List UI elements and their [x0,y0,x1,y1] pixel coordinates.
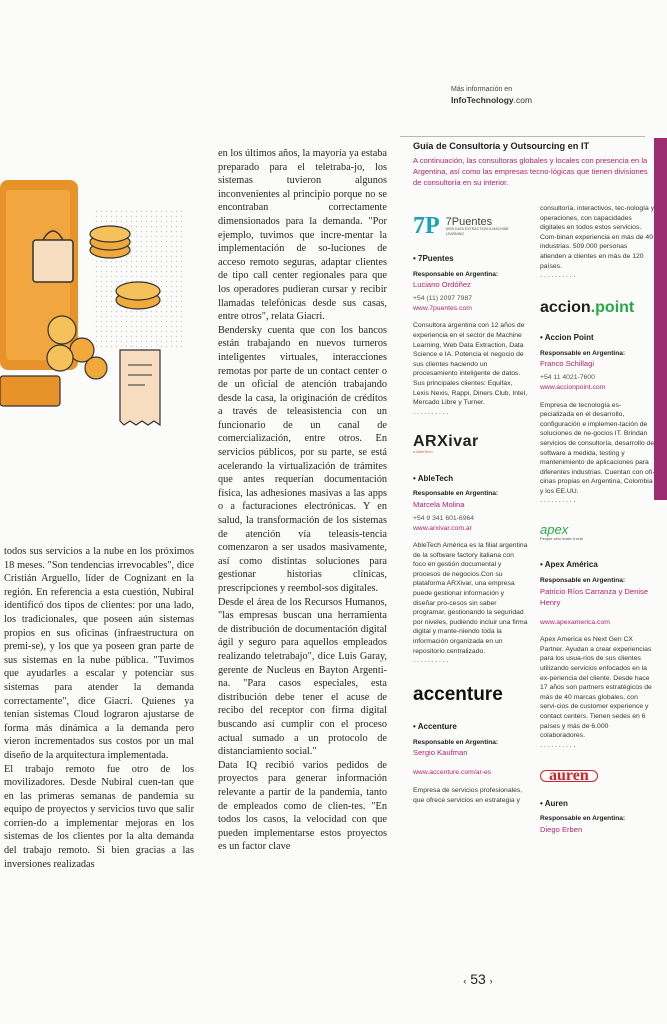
accenture-logo-text: accenture [413,684,503,706]
7puentes-logo [413,204,528,250]
company-description: Apex America es Next Gen CX Partner. Ayudan a crear experiencias para los usua-rios de sus clientes utilizando servicios enfocados en la ex-periencia del cliente. Desde hace 17 años son partners estratégicos de más de 40 marcas globales, con servi-cios de customer experience y contact centers. Tienen sedes en 6 países y más de 6.000 colaboradores. [540,636,652,740]
auren-logo-text: auren [540,770,598,782]
arxivar-logo [413,424,528,470]
accenture-logo [413,672,528,718]
accionpoint-logo-b: point [595,299,635,317]
company-phone: +54 (11) 2097 7987 [413,295,473,303]
company-name: • Accion Point [540,333,594,343]
resp-label: Responsable en Argentina: [540,349,626,357]
shopping-bag-icon [33,240,73,282]
page-next-icon: › [489,976,493,986]
company-name: • AbleTech [413,473,454,483]
receipt-icon [120,350,160,425]
sidebar-column-b [540,204,655,835]
apex-logo-tag: People who make it real [540,536,583,542]
company-description: AbleTech América es la filial argentina de la software factory italiana con foco en gestión documental y procesos de negocios.Con su plataforma ARXivar, una empresa puede gestionar información y diseñar pro-cesos sin saber programar, gestionando la seguridad por niveles, pudiendo incluir una firma digital y mante-niendo toda la información organizada en un repositorio centralizado. [413,542,528,655]
arxivar-logo-tag: a AbleTech [413,448,433,454]
company-website[interactable]: www.accionpoint.com [540,383,606,391]
auren-logo [540,757,655,795]
arxivar-logo-text: ARXivar [413,433,479,451]
sidebar-column-a [413,204,528,805]
card-shape [0,376,60,406]
sidebar-title: Guía de Consultoría y Outsourcing en IT [413,141,590,151]
apex-logo-text: apex [540,521,569,537]
resp-person: Franco Schillagi [540,359,595,369]
resp-label: Responsable en Argentina: [540,577,626,585]
company-name: • Apex América [540,560,598,570]
resp-person: Diego Erben [540,824,583,834]
7puentes-logo-mark: 7P [413,213,440,240]
article-column-2 [218,147,387,854]
paragraph: Bendersky cuenta que con los bancos están trabajando en nuevos turneros inteligentes virtuales, interacciones remotas por parte de un contact center o de un oficial de atención trabajando desde la casa, la originación de créditos a través de teleasistencia con un funcionario de un canal de comercialización, entre otros. En servicios públicos, por su parte, se está acelerando la virtualización de trámites que antes requerían documentación física, las adhesiones masivas a las apps o a facturaciones electrónicas. Y en salud, la transformación de los sistemas de atención vía teleasis-tencia comenzaron a ser usados masivamente, así como distintas soluciones para gestionar historias clínicas, prescripciones y reembol-sos digitales. [218,324,387,594]
paragraph: todos sus servicios a la nube en los próximos 18 meses. "Son tendencias irrevocables", dice Cristián Arguello, líder de Cognizant en la región. En referencia a esta cuestión, Nubiral identificó dos tipos de clientes: por una lado, los tradicionales, que poseen aún sistemas propios en sus oficinas (infraestructura on premi-se), y los que ya poseen gran parte de sus sistemas en la nube pública. "Tuvimos que ayudarles a escalar y potenciar sus sistemas para atender la demanda correctamente", dice Giacri. Quienes ya tenían sistemas Cloud lograron ajustarse de forma más dinámica a la demanda pero vieron incrementados sus costos por un mal diseño de la arquitectura implementada. [4,546,194,761]
separator-dots: ·········· [540,497,577,507]
accionpoint-logo-a: accion [540,299,591,317]
resp-person: Luciano Ordóñez [413,280,471,290]
paragraph: Data IQ recibió varios pedidos de proyectos para generar información relevante a partir de la pandemia, tanto de empleados como de clien-tes. "En todos los casos, la velocidad con que pueden implementarse estos proyectos es un factor clave [218,759,387,853]
7puentes-logo-tag: WEB DATA EXTRACTION & MACHINE LEARNING [445,227,509,236]
page-number: ‹ 53 › [463,971,493,987]
sidebar-intro: A continuación, las consultoras globales y locales con presencia en la Argentina, así como las empresas tecno-lógicas que tienen divisiones de consultoría en su interior. [413,156,648,187]
paragraph: El trabajo remoto fue otro de los movilizadores. Desde Nubiral cuen-tan que en las primeras semanas de pandemia su equipo de proyectos y servicios tuvo que salir corrien-do a implementar mejoras en los sistemas de los clientes por la alta demanda del trabajo remoto. Si bien gracias a las inversiones realizadas [4,763,194,870]
company-description: Empresa de tecnología es-pecializada en el desarrollo, configuración e implemen-tación de soluciones de ne-gocios IT. Brindan servicios de consultoría, desarrollo de software a medida, testing y mantenimiento de aplicaciones para diferentes industrias. Cuentan con ofi-cinas propias en Argentina, Colombia y los EE.UU. [540,401,655,495]
company-phone: +54 9 341 601-6964 [413,514,475,522]
company-website[interactable]: www.7puentes.com [413,304,472,312]
sidebar-accent-bar [654,138,667,500]
paragraph: Desde el área de los Recursos Humanos, "las empresas buscan una herramienta de distribución de documentación digital ágil y seguro para aquellos empleados realizando teletrabajo", dice Luis Garay, gerente de Nucleus en Bayton Argenti-na. "Para casos especiales, esta distribución debe tener el acuse de recibo del receptor con firma digital buscando así cumplir con el proceso actual sumado a un protocolo de distanciamiento social." [218,596,387,758]
more-info-site: InfoTechnology.com [451,95,533,105]
sidebar-top-rule [400,136,645,137]
company-name: • Accenture [413,722,457,732]
resp-label: Responsable en Argentina: [413,270,499,278]
resp-label: Responsable en Argentina: [540,815,626,823]
company-description: Empresa de servicios profesionales, que ofrece servicios en estrategia y [413,787,523,804]
separator-dots: ·········· [540,741,577,751]
more-info-note [451,84,571,106]
company-name: • 7Puentes [413,254,454,263]
company-website[interactable]: www.arxivar.com.ar [413,524,472,532]
company-description-continued: consultoría, interactivos, tec-nología y operaciones, con capacidades digitales en todos estos servicios. Com-binan experiencia en más de 40 industrias. 509.000 personas atienden a clientes en más de 120 países. [540,205,655,270]
7puentes-logo-name: 7Puentes [445,215,493,228]
resp-person: Patricio Ríos Carranza y Denise Henry [540,586,649,607]
more-info-label: Más información en [451,86,513,93]
page-prev-icon: ‹ [463,976,467,986]
paragraph: en los últimos años, la mayoría ya estaba preparado para el teletraba-jo, los sistemas tuvieron algunos inconvenientes al principio porque no se encontraban correctamente dimensionados para la demanda. "Por ejemplo, tuvimos que incre-mentar la implementación de so-luciones de acceso remoto seguras, adaptar clientes de tipo call center regionales para que los operadores pudieran cursar y recibir llamadas telefónicas desde sus casas, entre otros", relata Giacri. [218,148,387,323]
separator-dots: ·········· [413,657,450,667]
resp-person: Marcela Molina [413,499,465,509]
resp-person: Sergio Kaufman [413,748,468,758]
resp-label: Responsable en Argentina: [413,738,499,746]
article-column-1 [4,545,194,871]
company-website[interactable]: www.accenture.com/ar-es [413,769,492,777]
separator-dots: ·········· [413,408,450,418]
accionpoint-logo: accion . point [540,299,635,317]
phone-shopping-illustration [0,180,190,430]
company-description: Consultora argentina con 12 años de experiencia en el sector de Machine Learning, Web Data Extraction, Data Science e IA. Potencia el negocio de sus clientes haciendo un procesamiento inteligente de datos. Sus principales clientes: Equifax, Lexis Nexis, Rappi, Diners Club, Intel, Mercado Libre y Turner. [413,322,528,407]
separator-dots: ·········· [540,272,577,282]
apex-logo [540,512,655,556]
company-name: • Auren [540,798,568,808]
company-phone: +54 11 4021-7600 [540,374,595,382]
resp-label: Responsable en Argentina: [413,490,499,498]
company-website[interactable]: www.apexamerica.com [540,618,610,626]
